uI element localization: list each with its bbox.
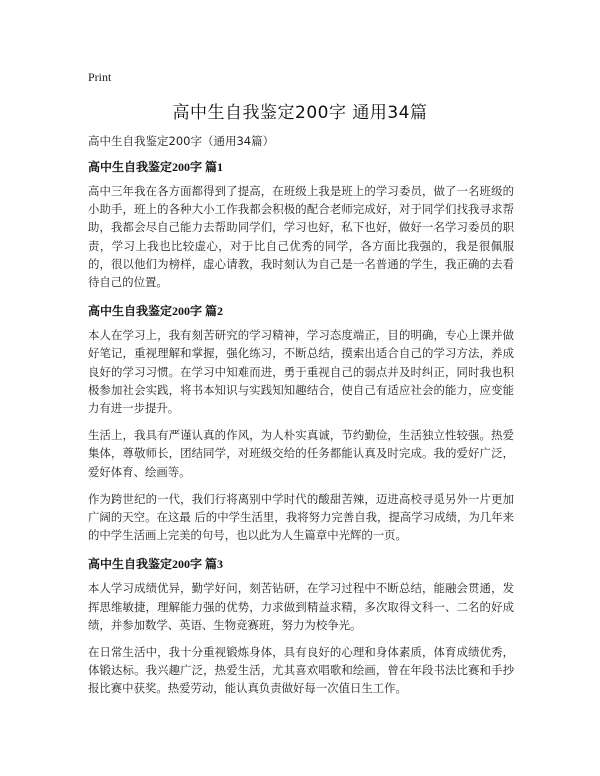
section-2 [88,302,514,544]
paragraph: 高中三年我在各方面都得到了提高，在班级上我是班上的学习委员，做了一名班级的小助手，班上的各种大小工作我都会积极的配合老师完成好，对于同学们找我寻求帮助，我都会尽自己能力去帮助同学们，学习也好，私下也好，做好一名学习委员的职责，学习上我也比较虚心，对于比自己优秀的同学，各方面比我强的，我是很佩服的，很以他们为榜样，虚心请教，我时刻认为自己是一名普通的学生，我正确的去看待自己的位置。 [88,184,514,290]
section-heading: 高中生自我鉴定200字 篇1 [88,160,224,174]
section-3 [88,555,514,697]
paragraph: 本人在学习上，我有刻苦研究的学习精神，学习态度端正，目的明确，专心上课并做好笔记，重视理解和掌握，强化练习，不断总结，摸索出适合自己的学习方法，养成良好的学习习惯。在学习中知难而进，勇于重视自己的弱点并及时纠正，同时我也积极参加社会实践，将书本知识与实践知知趣结合，使自己有适应社会的能力，应变能力有进一步提升。 [88,328,514,416]
paragraph: 在日常生活中，我十分重视锻炼身体，具有良好的心理和身体素质，体育成绩优秀，体锻达标。我兴趣广泛，热爱生活，尤其喜欢唱歌和绘画，曾在年段书法比赛和手抄报比赛中获奖。热爱劳动，能认真负责做好每一次值日生工作。 [88,645,514,696]
print-label[interactable]: Print [88,70,112,84]
paragraph: 作为跨世纪的一代，我们行将离别中学时代的酸甜苦辣，迈进高校寻觅另外一片更加广阔的天空。在这最 后的中学生活里，我将努力完善自我，提高学习成绩，为几年来的中学生活画上完美的句号，也以此为人生篇章中光辉的一页。 [88,491,514,543]
paragraph: 本人学习成绩优异，勤学好问，刻苦钻研，在学习过程中不断总结，能融会贯通，发挥思维敏捷，理解能力强的优势，力求做到精益求精，多次取得文科一、二名的好成绩，并参加数学、英语、生物竞赛班，努力为校争光。 [88,581,514,632]
section-heading: 高中生自我鉴定200字 篇3 [88,557,224,572]
section-heading: 高中生自我鉴定200字 篇2 [88,304,224,319]
page-title: 高中生自我鉴定200字 通用34篇 [172,103,428,123]
paragraph: 生活上，我具有严谨认真的作风，为人朴实真诚，节约勤俭，生活独立性较强。热爱集体，尊敬师长，团结同学，对班级交给的任务都能认真及时完成。我的爱好广泛，爱好体育、绘画等。 [88,428,514,479]
section-1 [88,158,514,291]
document-body [88,158,514,707]
document-subtitle: 高中生自我鉴定200字（通用34篇） [88,134,275,148]
